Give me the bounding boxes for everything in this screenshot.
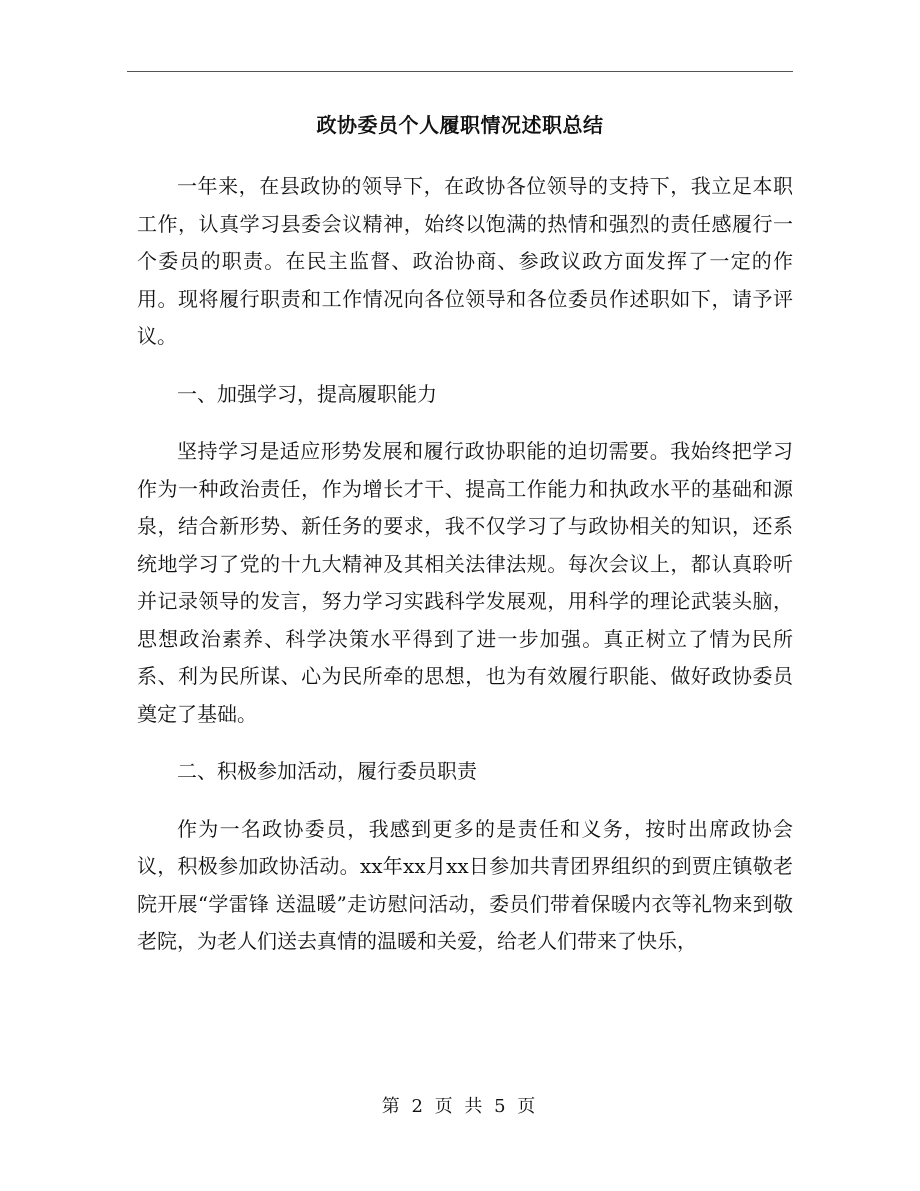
header-rule [127,71,793,72]
section-2-paragraph: 作为一名政协委员，我感到更多的是责任和义务，按时出席政协会议，积极参加政协活动。xx年xx月xx日参加共青团界组织的到贾庄镇敬老院开展“学雷锋 送温暖”走访慰问活动，委员们带着保暖内衣等礼物来到敬老院，为老人们送去真情的温暖和关爱，给老人们带来了快乐， [137,816,793,953]
section-1-paragraph: 坚持学习是适应形势发展和履行政协职能的迫切需要。我始终把学习作为一种政治责任，作为增长才干、提高工作能力和执政水平的基础和源泉，结合新形势、新任务的要求，我不仅学习了与政协相关的知识，还系统地学习了党的十九大精神及其相关法律法规。每次会议上，都认真聆听并记录领导的发言，努力学习实践科学发展观，用科学的理论武装头脑，思想政治素养、科学决策水平得到了进一步加强。真正树立了情为民所系、利为民所谋、心为民所牵的思想，也为有效履行职能、做好政协委员奠定了基础。 [137,439,793,726]
section-heading-2: 二、积极参加活动，履行委员职责 [177,759,477,783]
document-body [137,168,793,961]
intro-paragraph: 一年来，在县政协的领导下，在政协各位领导的支持下，我立足本职工作，认真学习县委会议精神，始终以饱满的热情和强烈的责任感履行一个委员的职责。在民主监督、政治协商、参政议政方面发挥了一定的作用。现将履行职责和工作情况向各位领导和各位委员作述职如下，请予评议。 [137,174,793,348]
page-number: 第 2 页 共 5 页 [381,1096,539,1117]
section-heading-1: 一、加强学习，提高履职能力 [177,381,437,406]
document-title: 政协委员个人履职情况述职总结 [316,113,604,137]
